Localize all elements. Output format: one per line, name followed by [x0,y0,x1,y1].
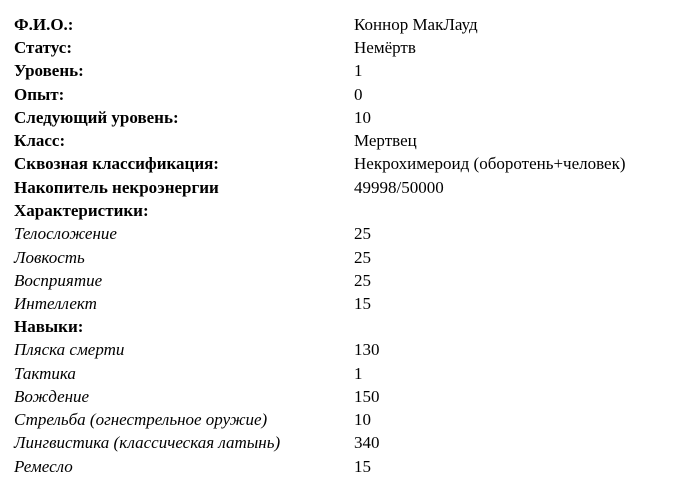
skill-value: 1 [354,364,363,383]
skill-value: 10 [354,410,371,429]
status-value: Немёртв [354,38,416,57]
necro-label: Накопитель некроэнергии [14,178,219,197]
characteristic-value: 15 [354,294,371,313]
skill-label: Стрельба (огнестрельное оружие) [14,410,268,429]
next-level-value: 10 [354,108,371,127]
exp-label: Опыт: [14,85,65,104]
skill-value: 340 [354,433,380,452]
cross-class-label: Сквозная классификация: [14,154,219,173]
skill-label: Пляска смерти [14,340,125,359]
characteristics-header: Характеристики: [14,201,149,220]
status-label: Статус: [14,38,72,57]
name-label: Ф.И.О.: [14,15,74,34]
skill-label: Вождение [14,387,90,406]
name-value: Коннор МакЛауд [354,15,478,34]
characteristic-value: 25 [354,224,371,243]
characteristic-label: Телосложение [14,224,117,243]
characteristic-label: Восприятие [14,271,103,290]
necro-value: 49998/50000 [354,178,444,197]
skill-value: 15 [354,457,371,476]
class-value: Мертвец [354,131,417,150]
skills-header: Навыки: [14,317,84,336]
next-level-label: Следующий уровень: [14,108,179,127]
characteristic-value: 25 [354,271,371,290]
skill-label: Лингвистика (классическая латынь) [14,433,281,452]
characteristic-value: 25 [354,248,371,267]
level-label: Уровень: [14,61,84,80]
characteristic-label: Ловкость [14,248,85,267]
cross-class-value: Некрохимероид (оборотень+человек) [354,154,626,173]
exp-value: 0 [354,85,363,104]
skill-value: 130 [354,340,380,359]
skill-label: Тактика [14,364,76,383]
skill-value: 150 [354,387,380,406]
skill-label: Ремесло [14,457,73,476]
level-value: 1 [354,61,363,80]
characteristic-label: Интеллект [14,294,97,313]
class-label: Класс: [14,131,66,150]
